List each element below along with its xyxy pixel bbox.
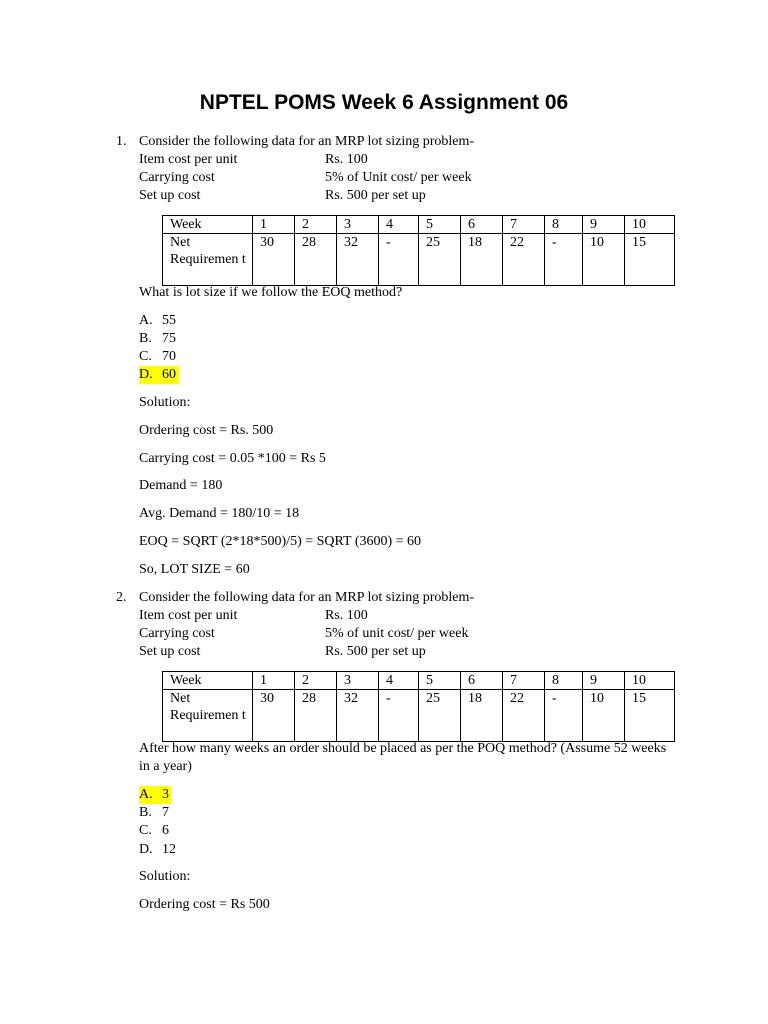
option-letter: A. <box>139 313 153 328</box>
table-cell: 18 <box>461 234 503 286</box>
option-text: 7 <box>162 805 169 820</box>
q1-solution-line: EOQ = SQRT (2*18*500)/5) = SQRT (3600) = 60 <box>139 534 422 549</box>
table-cell: 8 <box>545 672 583 690</box>
param-label: Item cost per unit <box>139 608 238 623</box>
option-text: 70 <box>162 349 176 364</box>
q2-requirements-table <box>162 671 675 742</box>
question-2-text: After how many weeks an order should be placed as per the POQ method? (Assume 52 weeks in a year) <box>139 741 667 774</box>
table-cell: 6 <box>461 216 503 234</box>
table-cell: 1 <box>253 672 295 690</box>
param-label: Carrying cost <box>139 170 215 185</box>
q2-solution-label: Solution: <box>139 869 191 884</box>
table-cell: 10 <box>583 234 625 286</box>
table-cell: 25 <box>419 234 461 286</box>
q1-solution-line: Carrying cost = 0.05 *100 = Rs 5 <box>139 451 326 466</box>
option-letter: A. <box>139 787 153 802</box>
table-cell: 32 <box>337 234 379 286</box>
param-label: Set up cost <box>139 644 201 659</box>
table-header-row <box>163 672 675 690</box>
table-cell: 4 <box>379 672 419 690</box>
option-letter: C. <box>139 823 152 838</box>
table-cell: 32 <box>337 690 379 742</box>
q1-option-d-correct <box>139 366 179 384</box>
question-1-text: What is lot size if we follow the EOQ method? <box>139 285 403 300</box>
q1-solution-line: So, LOT SIZE = 60 <box>139 562 250 577</box>
param-value: 5% of Unit cost/ per week <box>325 170 472 185</box>
table-cell: 22 <box>503 690 545 742</box>
table-cell: 7 <box>503 672 545 690</box>
table-row <box>163 234 675 286</box>
param-label: Set up cost <box>139 188 201 203</box>
table-cell: 2 <box>295 672 337 690</box>
table-cell: 9 <box>583 672 625 690</box>
q2-option-a-correct <box>139 786 171 804</box>
question-2-intro: Consider the following data for an MRP lot sizing problem- <box>139 590 475 605</box>
option-text: 75 <box>162 331 176 346</box>
table-cell-label: Net Requiremen t <box>163 234 253 286</box>
question-2-number: 2. <box>116 590 127 605</box>
table-cell: 7 <box>503 216 545 234</box>
question-1-intro: Consider the following data for an MRP lot sizing problem- <box>139 134 475 149</box>
table-cell: 1 <box>253 216 295 234</box>
table-cell: 30 <box>253 234 295 286</box>
q1-requirements-table <box>162 215 675 286</box>
q1-param-setup-cost <box>139 187 659 205</box>
param-value: 5% of unit cost/ per week <box>325 626 469 641</box>
option-letter: D. <box>139 842 153 857</box>
param-value: Rs. 500 per set up <box>325 644 426 659</box>
q2-param-setup-cost <box>139 643 659 661</box>
option-letter: B. <box>139 331 152 346</box>
q1-param-item-cost <box>139 151 659 169</box>
table-cell: 5 <box>419 216 461 234</box>
q2-solution-line: Ordering cost = Rs 500 <box>139 897 270 912</box>
param-value: Rs. 100 <box>325 152 368 167</box>
table-cell: - <box>545 234 583 286</box>
table-cell: 28 <box>295 234 337 286</box>
q1-solution-line: Avg. Demand = 180/10 = 18 <box>139 506 300 521</box>
option-text: 6 <box>162 823 169 838</box>
table-cell: 25 <box>419 690 461 742</box>
option-text: 12 <box>162 842 176 857</box>
param-label: Item cost per unit <box>139 152 238 167</box>
option-text: 55 <box>162 313 176 328</box>
q2-param-item-cost <box>139 607 659 625</box>
table-cell: 30 <box>253 690 295 742</box>
table-header-row <box>163 216 675 234</box>
option-letter: C. <box>139 349 152 364</box>
table-cell: 15 <box>625 234 675 286</box>
question-1-number: 1. <box>116 134 127 149</box>
table-cell: 10 <box>625 216 675 234</box>
table-cell: 2 <box>295 216 337 234</box>
table-cell: - <box>545 690 583 742</box>
document-title: NPTEL POMS Week 6 Assignment 06 <box>199 91 569 114</box>
param-value: Rs. 100 <box>325 608 368 623</box>
table-cell: 4 <box>379 216 419 234</box>
q1-solution-label: Solution: <box>139 395 191 410</box>
table-row <box>163 690 675 742</box>
table-cell: 28 <box>295 690 337 742</box>
table-cell: Week <box>163 672 253 690</box>
table-cell: - <box>379 690 419 742</box>
q2-param-carrying-cost <box>139 625 659 643</box>
option-letter: B. <box>139 805 152 820</box>
table-cell: - <box>379 234 419 286</box>
param-label: Carrying cost <box>139 626 215 641</box>
table-cell: 22 <box>503 234 545 286</box>
table-cell: 18 <box>461 690 503 742</box>
param-value: Rs. 500 per set up <box>325 188 426 203</box>
q1-solution-line: Ordering cost = Rs. 500 <box>139 423 274 438</box>
table-cell: 3 <box>337 216 379 234</box>
table-cell: 10 <box>625 672 675 690</box>
table-cell: 10 <box>583 690 625 742</box>
table-cell: 3 <box>337 672 379 690</box>
table-cell: 15 <box>625 690 675 742</box>
table-cell-label: Net Requiremen t <box>163 690 253 742</box>
option-text: 60 <box>162 367 176 382</box>
table-cell: 5 <box>419 672 461 690</box>
table-cell: 9 <box>583 216 625 234</box>
table-cell: Week <box>163 216 253 234</box>
table-cell: 6 <box>461 672 503 690</box>
q1-solution-line: Demand = 180 <box>139 478 223 493</box>
option-text: 3 <box>162 787 169 802</box>
option-letter: D. <box>139 367 153 382</box>
q1-param-carrying-cost <box>139 169 659 187</box>
table-cell: 8 <box>545 216 583 234</box>
